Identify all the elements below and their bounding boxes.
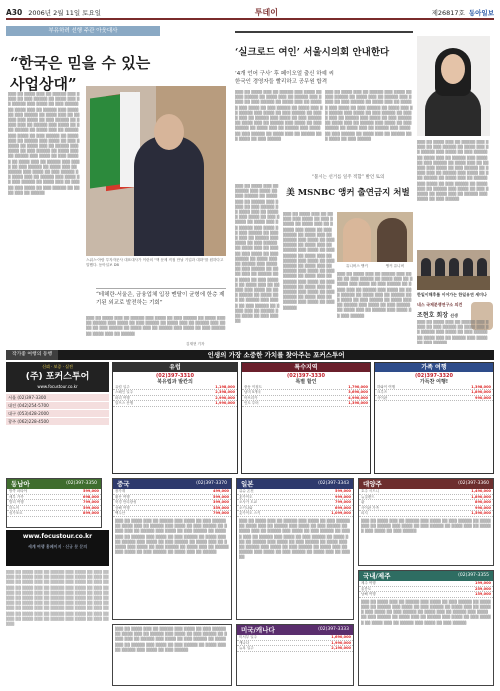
list-item: 발리 여행 799,000 (9, 500, 99, 505)
list-item: 스페인 일주 2,398,000 (115, 390, 235, 395)
region-domestic: 국내/제주 (02)397-3355 제주 여행 199,000 울릉도 259,000 남해 여행 159,000 ▒▒▒ ▒▒ ▒▒▒▒ ▒▒▒ ▒▒ ▒▒▒▒▒ ▒▒▒ ▒▒▒▒ ▒▒ ▒▒▒ ▒▒▒▒▒ ▒▒ ▒▒▒▒ ▒▒▒ ▒▒ ▒▒▒▒▒ ▒▒▒ ▒▒▒▒ ▒▒ ▒▒▒ ▒▒▒▒▒ ▒▒ ▒▒▒▒ ▒▒▒ ▒▒ ▒▒▒▒▒ ▒▒▒ ▒▒▒▒ ▒▒ ▒▒▒ ▒▒▒▒▒ ▒▒ ▒▒▒▒ ▒▒▒ ▒▒ ▒▒▒▒▒ ▒▒▒ ▒▒▒▒ ▒▒ ▒▒▒ ▒▒▒▒▒ ▒▒ ▒▒▒▒ ▒▒▒ ▒▒ ▒▒▒▒▒ ▒▒▒ ▒▒▒▒ ▒▒ ▒▒▒ ▒▒▒▒▒ ▒▒ ▒▒▒▒ ▒▒▒ ▒▒ ▒▒▒▒▒ ▒▒▒ ▒▒▒▒ ▒▒ ▒▒▒ ▒▒▒▒▒ (358, 570, 494, 686)
ad-column-special (241, 362, 371, 474)
ad-column-phone: (02)397-3330 (287, 373, 325, 379)
list-item: 남미 5개국 3,690,000 (244, 390, 368, 395)
list-item: 훗카이도 스키 1,099,000 (239, 511, 351, 516)
list-item: 방콕 파타야 599,000 (9, 489, 99, 493)
ad-column-title: 유럽 (113, 363, 237, 372)
region-japan-fineprint: ▒▒▒ ▒▒ ▒▒▒▒ ▒▒▒ ▒▒ ▒▒▒▒▒ ▒▒▒ ▒▒▒▒ ▒▒ ▒▒▒ ▒▒▒▒▒ ▒▒ ▒▒▒▒ ▒▒▒ ▒▒ ▒▒▒▒▒ ▒▒▒ ▒▒▒▒ ▒▒ ▒▒▒ ▒▒▒▒▒ ▒▒ ▒▒▒▒ ▒▒▒ ▒▒ ▒▒▒▒▒ ▒▒▒ ▒▒▒▒ ▒▒ ▒▒▒ ▒▒▒▒▒ ▒▒ ▒▒▒▒ ▒▒▒ ▒▒ ▒▒▒▒▒ ▒▒▒ ▒▒▒▒ ▒▒ ▒▒▒ ▒▒▒▒▒ ▒▒ ▒▒▒▒ ▒▒▒ ▒▒ ▒▒▒▒▒ ▒▒▒ ▒▒▒▒ ▒▒ ▒▒▒ ▒▒▒▒▒ ▒▒ ▒▒▒▒ ▒▒▒ ▒▒ ▒▒▒▒▒ ▒▒▒ ▒▒▒▒ ▒▒ ▒▒▒ ▒▒▒▒▒ ▒▒ ▒▒▒▒ ▒▒▒ ▒▒ ▒▒▒▒▒ ▒▒▒ ▒▒▒▒ ▒▒ ▒▒▒ ▒▒▒▒▒ ▒▒ ▒▒▒▒ ▒▒▒ ▒▒ ▒▒▒▒▒ (239, 518, 350, 560)
list-item: 오사카 도쿄 799,000 (239, 500, 351, 505)
ambassador-photo (86, 86, 226, 256)
right-article-body-col3: ▒▒▒ ▒▒ ▒▒▒▒ ▒▒▒ ▒▒ ▒▒▒▒▒ ▒▒▒ ▒▒▒▒ ▒▒ ▒▒▒ ▒▒▒▒▒ ▒▒ ▒▒▒▒ ▒▒▒ ▒▒ ▒▒▒▒▒ ▒▒▒ ▒▒▒▒ ▒▒ ▒▒▒ ▒▒▒▒▒ ▒▒ ▒▒▒▒ ▒▒▒ ▒▒ ▒▒▒▒▒ ▒▒▒ ▒▒▒▒ ▒▒ ▒▒▒ ▒▒▒▒▒ ▒▒ ▒▒▒▒ ▒▒▒ ▒▒ ▒▒▒▒▒ ▒▒▒ ▒▒▒▒ ▒▒ ▒▒▒ ▒▒▒▒▒ ▒▒ ▒▒▒▒ ▒▒▒ ▒▒ ▒▒▒▒▒ ▒▒▒ ▒▒▒▒ ▒▒ ▒▒▒ ▒▒▒▒▒ ▒▒ ▒▒▒▒ ▒▒▒ ▒▒ ▒▒▒▒▒ ▒▒▒ ▒▒▒▒ ▒▒ ▒▒▒ ▒▒▒▒▒ ▒▒ ▒▒▒▒ ▒▒▒ ▒▒ ▒▒▒▒▒ ▒▒▒ ▒▒▒▒ ▒▒ ▒▒▒ ▒▒▒▒▒ ▒▒ ▒▒▒▒ ▒▒▒ ▒▒ ▒▒▒▒▒ ▒▒▒ ▒▒▒▒ ▒▒ ▒▒▒ ▒▒▒▒▒ (417, 140, 489, 202)
institute-body: ▒▒▒ ▒▒ ▒▒▒▒ ▒▒▒ ▒▒ ▒▒▒▒▒ ▒▒▒ ▒▒▒▒ ▒▒ ▒▒▒ ▒▒▒▒▒ ▒▒ ▒▒▒▒ ▒▒▒ ▒▒ ▒▒▒▒▒ ▒▒▒ ▒▒▒▒ ▒▒ ▒▒▒ ▒▒▒▒▒ ▒▒ ▒▒▒▒ ▒▒▒ ▒▒ ▒▒▒▒▒ ▒▒▒ ▒▒▒▒ ▒▒ ▒▒▒ ▒▒▒▒▒ (417, 320, 489, 344)
msnbc-body-col2: ▒▒▒ ▒▒ ▒▒▒▒ ▒▒▒ ▒▒ ▒▒▒▒▒ ▒▒▒ ▒▒▒▒ ▒▒ ▒▒▒ ▒▒▒▒▒ ▒▒ ▒▒▒▒ ▒▒▒ ▒▒ ▒▒▒▒▒ ▒▒▒ ▒▒▒▒ ▒▒ ▒▒▒ ▒▒▒▒▒ ▒▒ ▒▒▒▒ ▒▒▒ ▒▒ ▒▒▒▒▒ ▒▒▒ ▒▒▒▒ ▒▒ ▒▒▒ ▒▒▒▒▒ ▒▒ ▒▒▒▒ ▒▒▒ ▒▒ ▒▒▒▒▒ ▒▒▒ ▒▒▒▒ ▒▒ ▒▒▒ ▒▒▒▒▒ ▒▒ ▒▒▒▒ ▒▒▒ ▒▒ ▒▒▒▒▒ ▒▒▒ ▒▒▒▒ ▒▒ ▒▒▒ ▒▒▒▒▒ ▒▒ ▒▒▒▒ ▒▒▒ ▒▒ ▒▒▒▒▒ ▒▒▒ ▒▒▒▒ ▒▒ ▒▒▒ ▒▒▒▒▒ ▒▒ ▒▒▒▒ ▒▒▒ ▒▒ ▒▒▒▒▒ ▒▒▒ ▒▒▒▒ ▒▒ ▒▒▒ ▒▒▒▒▒ ▒▒ ▒▒▒▒ ▒▒▒ ▒▒ ▒▒▒▒▒ ▒▒▒ ▒▒▒▒ ▒▒ ▒▒▒ ▒▒▒▒▒ ▒▒ ▒▒▒▒ ▒▒▒ ▒▒ ▒▒▒▒▒ ▒▒▒ ▒▒▒▒ ▒▒ ▒▒▒ ▒▒▒▒▒ (283, 212, 335, 310)
msnbc-kicker: “불시는 선거를 일주 적합” 발언 토의 (311, 175, 385, 180)
list-item: 장가계 499,000 (115, 489, 229, 493)
ad-column-title: 특수지역 (242, 363, 370, 372)
region-oceania-fineprint: ▒▒▒ ▒▒ ▒▒▒▒ ▒▒▒ ▒▒ ▒▒▒▒▒ ▒▒▒ ▒▒▒▒ ▒▒ ▒▒▒ ▒▒▒▒▒ ▒▒ ▒▒▒▒ ▒▒▒ ▒▒ ▒▒▒▒▒ ▒▒▒ ▒▒▒▒ ▒▒ ▒▒▒ ▒▒▒▒▒ ▒▒ ▒▒▒▒ ▒▒▒ ▒▒ ▒▒▒▒▒ ▒▒▒ ▒▒▒▒ ▒▒ ▒▒▒ ▒▒▒▒▒ (361, 518, 491, 534)
list-item: 피지 1,590,000 (361, 511, 491, 516)
issue-date: 2006년 2월 11일 토요일 (28, 8, 102, 17)
ad-column-europe (112, 362, 238, 474)
list-item: 뉴질랜드 1,890,000 (361, 494, 491, 499)
page-number: A30 (6, 7, 23, 17)
left-byline: 김재현 기자 (186, 342, 205, 346)
photo-caption: 스위스·아랍 투자자문사 대표대사가 이란의 "핵 문제 직접 만날 기업과 대화"를 원하다고 말했다. 동아일보 DB (86, 258, 224, 267)
list-item: 오키나와 699,000 (239, 505, 351, 510)
anchor-names: 유니버스 앵커 앵커 유니버 (345, 264, 405, 268)
list-item: 제주 여행 199,000 (361, 581, 491, 585)
list-item: 파리 여행 2,990,000 (115, 395, 235, 400)
issue-number: 제26817호 (431, 8, 465, 17)
section-title: 투데이 (254, 7, 278, 17)
list-item: 미서부 일주 1,690,000 (239, 635, 351, 639)
seminar-photo (417, 250, 490, 290)
list-item: 하노이 599,000 (9, 505, 99, 510)
list-item: 호주 시드니 1,490,000 (361, 489, 491, 493)
list-item: 세부 가족 698,000 (9, 494, 99, 499)
list-item: 인도 투어 1,390,000 (244, 401, 368, 406)
website-sub: 세계 여행 홈페이지 · 신규 분 문의 (27, 544, 88, 549)
list-item: 남해 여행 159,000 (361, 592, 491, 597)
list-item: 유럽 일주 1,198,000 (115, 384, 235, 389)
region-misc-china-bottom: ▒▒▒ ▒▒ ▒▒▒▒ ▒▒▒ ▒▒ ▒▒▒▒▒ ▒▒▒ ▒▒▒▒ ▒▒ ▒▒▒ ▒▒▒▒▒ ▒▒ ▒▒▒▒ ▒▒▒ ▒▒ ▒▒▒▒▒ ▒▒▒ ▒▒▒▒ ▒▒ ▒▒▒ ▒▒▒▒▒ ▒▒ ▒▒▒▒ ▒▒▒ ▒▒ ▒▒▒▒▒ ▒▒▒ ▒▒▒▒ ▒▒ ▒▒▒ ▒▒▒▒▒ ▒▒ ▒▒▒▒ ▒▒▒ ▒▒ ▒▒▒▒▒ ▒▒▒ ▒▒▒▒ ▒▒ ▒▒▒ ▒▒▒▒▒ ▒▒ ▒▒▒▒ ▒▒▒ ▒▒ ▒▒▒▒▒ ▒▒▒ ▒▒▒▒ ▒▒ ▒▒▒ ▒▒▒▒▒ (112, 624, 232, 686)
ad-header-strip (6, 350, 494, 360)
left-article-body-col1: ▒▒▒ ▒▒ ▒▒▒▒ ▒▒▒ ▒▒ ▒▒▒▒▒ ▒▒▒ ▒▒▒▒ ▒▒ ▒▒▒ ▒▒▒▒▒ ▒▒ ▒▒▒▒ ▒▒▒ ▒▒ ▒▒▒▒▒ ▒▒▒ ▒▒▒▒ ▒▒ ▒▒▒ ▒▒▒▒▒ ▒▒ ▒▒▒▒ ▒▒▒ ▒▒ ▒▒▒▒▒ ▒▒▒ ▒▒▒▒ ▒▒ ▒▒▒ ▒▒▒▒▒ ▒▒ ▒▒▒▒ ▒▒▒ ▒▒ ▒▒▒▒▒ ▒▒▒ ▒▒▒▒ ▒▒ ▒▒▒ ▒▒▒▒▒ ▒▒ ▒▒▒▒ ▒▒▒ ▒▒ ▒▒▒▒▒ ▒▒▒ ▒▒▒▒ ▒▒ ▒▒▒ ▒▒▒▒▒ ▒▒ ▒▒▒▒ ▒▒▒ ▒▒ ▒▒▒▒▒ ▒▒▒ ▒▒▒▒ ▒▒ ▒▒▒ ▒▒▒▒▒ ▒▒ ▒▒▒▒ ▒▒▒ ▒▒ ▒▒▒▒▒ ▒▒▒ ▒▒▒▒ ▒▒ ▒▒▒ ▒▒▒▒▒ ▒▒ ▒▒▒▒ ▒▒▒ ▒▒ ▒▒▒▒▒ ▒▒▒ ▒▒▒▒ ▒▒ ▒▒▒ ▒▒▒▒▒ ▒▒ ▒▒▒▒ ▒▒▒ ▒▒ ▒▒▒▒▒ ▒▒▒ ▒▒▒▒ ▒▒ ▒▒▒ ▒▒▒▒▒ ▒▒ ▒▒▒▒ ▒▒▒ ▒▒ ▒▒▒▒▒ ▒▒▒ ▒▒▒▒ ▒▒ ▒▒▒ ▒▒▒▒▒ ▒▒ ▒▒▒▒ ▒▒▒ ▒▒ ▒▒▒▒▒ ▒▒▒ ▒▒▒▒ ▒▒ ▒▒▒ ▒▒▒▒▒ ▒▒ ▒▒▒▒ ▒▒▒ ▒▒ ▒▒▒▒▒ ▒▒▒ ▒▒▒▒ ▒▒ ▒▒▒ ▒▒▒▒▒ ▒▒ ▒▒▒▒ ▒▒▒ ▒▒ ▒▒▒▒▒ ▒▒▒ ▒▒▒▒ ▒▒ ▒▒▒ ▒▒▒▒▒ ▒▒ ▒▒▒▒ ▒▒▒ ▒▒ ▒▒▒▒▒ (8, 92, 80, 195)
branch-phone: 대구 (053)428-2000 (6, 410, 109, 417)
branch-phone-list (6, 394, 109, 426)
anchors-photo (337, 212, 413, 262)
list-item: 사이판 990,000 (377, 395, 491, 400)
branch-phone: 광주 (062)228-4500 (6, 418, 109, 425)
branch-phone: 서울 (02)397-3300 (6, 394, 109, 401)
region-japan: 일본 (02)397-3343 큐슈 온천 599,000 홋카이도 999,000 오사카 도쿄 799,000 오키나와 699,000 훗카이도 스키 1,099,000 ▒▒▒ ▒▒ ▒▒▒▒ ▒▒▒ ▒▒ ▒▒▒▒▒ ▒▒▒ ▒▒▒▒ ▒▒ ▒▒▒ ▒▒▒▒▒ ▒▒ ▒▒▒▒ ▒▒▒ ▒▒ ▒▒▒▒▒ ▒▒▒ ▒▒▒▒ ▒▒ ▒▒▒ ▒▒▒▒▒ ▒▒ ▒▒▒▒ ▒▒▒ ▒▒ ▒▒▒▒▒ ▒▒▒ ▒▒▒▒ ▒▒ ▒▒▒ ▒▒▒▒▒ ▒▒ ▒▒▒▒ ▒▒▒ ▒▒ ▒▒▒▒▒ ▒▒▒ ▒▒▒▒ ▒▒ ▒▒▒ ▒▒▒▒▒ ▒▒ ▒▒▒▒ ▒▒▒ ▒▒ ▒▒▒▒▒ ▒▒▒ ▒▒▒▒ ▒▒ ▒▒▒ ▒▒▒▒▒ ▒▒ ▒▒▒▒ ▒▒▒ ▒▒ ▒▒▒▒▒ ▒▒▒ ▒▒▒▒ ▒▒ ▒▒▒ ▒▒▒▒▒ ▒▒ ▒▒▒▒ ▒▒▒ ▒▒ ▒▒▒▒▒ ▒▒▒ ▒▒▒▒ ▒▒ ▒▒▒ ▒▒▒▒▒ ▒▒ ▒▒▒▒ ▒▒▒ ▒▒ ▒▒▒▒▒ (236, 478, 354, 620)
institute-person-name: 조현호 회장 선생 (417, 312, 458, 319)
list-item: 뉴욕 일주 2,190,000 (239, 646, 351, 651)
list-item: 괌 890,000 (361, 500, 491, 505)
msnbc-body-col3: ▒▒▒ ▒▒ ▒▒▒▒ ▒▒▒ ▒▒ ▒▒▒▒▒ ▒▒▒ ▒▒▒▒ ▒▒ ▒▒▒ ▒▒▒▒▒ ▒▒ ▒▒▒▒ ▒▒▒ ▒▒ ▒▒▒▒▒ ▒▒▒ ▒▒▒▒ ▒▒ ▒▒▒ ▒▒▒▒▒ ▒▒ ▒▒▒▒ ▒▒▒ ▒▒ ▒▒▒▒▒ ▒▒▒ ▒▒▒▒ ▒▒ ▒▒▒ ▒▒▒▒▒ ▒▒ ▒▒▒▒ ▒▒▒ ▒▒ ▒▒▒▒▒ ▒▒▒ ▒▒▒▒ ▒▒ ▒▒▒ ▒▒▒▒▒ ▒▒ ▒▒▒▒ ▒▒▒ ▒▒ ▒▒▒▒▒ ▒▒▒ ▒▒▒▒ ▒▒ ▒▒▒ ▒▒▒▒▒ ▒▒ ▒▒▒▒ ▒▒▒ ▒▒ ▒▒▒▒▒ ▒▒▒ ▒▒▒▒ ▒▒ ▒▒▒ ▒▒▒▒▒ (337, 272, 413, 318)
newspaper-brand: 동아일보 (468, 8, 494, 17)
masthead (6, 6, 494, 20)
right-article-body-col2: ▒▒▒ ▒▒ ▒▒▒▒ ▒▒▒ ▒▒ ▒▒▒▒▒ ▒▒▒ ▒▒▒▒ ▒▒ ▒▒▒ ▒▒▒▒▒ ▒▒ ▒▒▒▒ ▒▒▒ ▒▒ ▒▒▒▒▒ ▒▒▒ ▒▒▒▒ ▒▒ ▒▒▒ ▒▒▒▒▒ ▒▒ ▒▒▒▒ ▒▒▒ ▒▒ ▒▒▒▒▒ ▒▒▒ ▒▒▒▒ ▒▒ ▒▒▒ ▒▒▒▒▒ ▒▒ ▒▒▒▒ ▒▒▒ ▒▒ ▒▒▒▒▒ ▒▒▒ ▒▒▒▒ ▒▒ ▒▒▒ ▒▒▒▒▒ ▒▒ ▒▒▒▒ ▒▒▒ ▒▒ ▒▒▒▒▒ ▒▒▒ ▒▒▒▒ ▒▒ ▒▒▒ ▒▒▒▒▒ ▒▒ ▒▒▒▒ ▒▒▒ ▒▒ ▒▒▒▒▒ ▒▒▒ ▒▒▒▒ ▒▒ ▒▒▒ ▒▒▒▒▒ ▒▒ ▒▒▒▒ ▒▒▒ ▒▒ ▒▒▒▒▒ ▒▒▒ ▒▒▒▒ ▒▒ ▒▒▒ ▒▒▒▒▒ ▒▒ ▒▒▒▒ ▒▒▒ ▒▒ ▒▒▒▒▒ ▒▒▒ ▒▒▒▒ ▒▒ ▒▒▒ ▒▒▒▒▒ (325, 90, 413, 141)
headline-rule (235, 31, 413, 33)
ad-column-family (374, 362, 494, 474)
ad-column-title: 가족 여행 (375, 363, 493, 372)
ad-column-tagline: 북유럽과 발칸의 (157, 379, 193, 385)
list-item: 홋카이도 999,000 (239, 494, 351, 499)
msnbc-headline: 美 MSNBC 앵커 출연금지 처벌 (286, 188, 410, 198)
list-item: 백두산 799,000 (115, 511, 229, 516)
list-item: 싱가포르 899,000 (9, 511, 99, 516)
msnbc-body-col1: ▒▒▒ ▒▒ ▒▒▒▒ ▒▒▒ ▒▒ ▒▒▒▒▒ ▒▒▒ ▒▒▒▒ ▒▒ ▒▒▒ ▒▒▒▒▒ ▒▒ ▒▒▒▒ ▒▒▒ ▒▒ ▒▒▒▒▒ ▒▒▒ ▒▒▒▒ ▒▒ ▒▒▒ ▒▒▒▒▒ ▒▒ ▒▒▒▒ ▒▒▒ ▒▒ ▒▒▒▒▒ ▒▒▒ ▒▒▒▒ ▒▒ ▒▒▒ ▒▒▒▒▒ ▒▒ ▒▒▒▒ ▒▒▒ ▒▒ ▒▒▒▒▒ ▒▒▒ ▒▒▒▒ ▒▒ ▒▒▒ ▒▒▒▒▒ ▒▒ ▒▒▒▒ ▒▒▒ ▒▒ ▒▒▒▒▒ ▒▒▒ ▒▒▒▒ ▒▒ ▒▒▒ ▒▒▒▒▒ ▒▒ ▒▒▒▒ ▒▒▒ ▒▒ ▒▒▒▒▒ ▒▒▒ ▒▒▒▒ ▒▒ ▒▒▒ ▒▒▒▒▒ ▒▒ ▒▒▒▒ ▒▒▒ ▒▒ ▒▒▒▒▒ ▒▒▒ ▒▒▒▒ ▒▒ ▒▒▒ ▒▒▒▒▒ ▒▒ ▒▒▒▒ ▒▒▒ ▒▒ ▒▒▒▒▒ ▒▒▒ ▒▒▒▒ ▒▒ ▒▒▒ ▒▒▒▒▒ ▒▒ ▒▒▒▒ ▒▒▒ ▒▒ ▒▒▒▒▒ ▒▒▒ ▒▒▒▒ ▒▒ ▒▒▒ ▒▒▒▒▒ ▒▒ ▒▒▒▒ ▒▒▒ ▒▒ ▒▒▒▒▒ ▒▒▒ ▒▒▒▒ ▒▒ ▒▒▒ ▒▒▒▒▒ ▒▒ ▒▒▒▒ ▒▒▒ ▒▒ ▒▒▒▒▒ ▒▒▒ ▒▒▒▒ ▒▒ ▒▒▒ ▒▒▒▒▒ (235, 184, 280, 324)
region-oceania: 대양주 (02)397-3360 호주 시드니 1,490,000 뉴질랜드 1,890,000 괌 890,000 사이판 가족 990,000 피지 1,590,000 ▒▒▒ ▒▒ ▒▒▒▒ ▒▒▒ ▒▒ ▒▒▒▒▒ ▒▒▒ ▒▒▒▒ ▒▒ ▒▒▒ ▒▒▒▒▒ ▒▒ ▒▒▒▒ ▒▒▒ ▒▒ ▒▒▒▒▒ ▒▒▒ ▒▒▒▒ ▒▒ ▒▒▒ ▒▒▒▒▒ ▒▒ ▒▒▒▒ ▒▒▒ ▒▒ ▒▒▒▒▒ ▒▒▒ ▒▒▒▒ ▒▒ ▒▒▒ ▒▒▒▒▒ (358, 478, 494, 566)
region-china: 중국 (02)397-3370 장가계 499,000 황산 여행 599,000 북경 만리장성 399,000 상해 여행 359,000 백두산 799,000 ▒▒▒ ▒▒ ▒▒▒▒ ▒▒▒ ▒▒ ▒▒▒▒▒ ▒▒▒ ▒▒▒▒ ▒▒ ▒▒▒ ▒▒▒▒▒ ▒▒ ▒▒▒▒ ▒▒▒ ▒▒ ▒▒▒▒▒ ▒▒▒ ▒▒▒▒ ▒▒ ▒▒▒ ▒▒▒▒▒ ▒▒ ▒▒▒▒ ▒▒▒ ▒▒ ▒▒▒▒▒ ▒▒▒ ▒▒▒▒ ▒▒ ▒▒▒ ▒▒▒▒▒ ▒▒ ▒▒▒▒ ▒▒▒ ▒▒ ▒▒▒▒▒ ▒▒▒ ▒▒▒▒ ▒▒ ▒▒▒ ▒▒▒▒▒ ▒▒ ▒▒▒▒ ▒▒▒ ▒▒ ▒▒▒▒▒ ▒▒▒ ▒▒▒▒ ▒▒ ▒▒▒ ▒▒▒▒▒ ▒▒ ▒▒▒▒ ▒▒▒ ▒▒ ▒▒▒▒▒ ▒▒▒ ▒▒▒▒ ▒▒ ▒▒▒ ▒▒▒▒▒ ▒▒ ▒▒▒▒ ▒▒▒ ▒▒ ▒▒▒▒▒ ▒▒▒ ▒▒▒▒ ▒▒ ▒▒▒ ▒▒▒▒▒ ▒▒ ▒▒▒▒ ▒▒▒ ▒▒ ▒▒▒▒▒ (112, 478, 232, 620)
right-article-subheads: ‘4개 언어 구사’ 후 페이오얼 출신 하예 씨 한국인 경영자들 빨리하고 공무원 합격 (235, 71, 334, 85)
left-article-headline: “한국은 믿을 수 있는 사업상대” (10, 54, 151, 93)
list-item: 캐나다 1,990,000 (239, 640, 351, 645)
list-item: 울릉도 259,000 (361, 586, 491, 591)
focustour-logo[interactable]: 신뢰 · 보증 · 실전 (주) 포커스투어 www.focustour.co.kr (6, 362, 109, 392)
ad-column-tagline: 특별 할인 (295, 379, 317, 385)
left-article-body-col2: ▒▒▒ ▒▒ ▒▒▒▒ ▒▒▒ ▒▒ ▒▒▒▒▒ ▒▒▒ ▒▒▒▒ ▒▒ ▒▒▒ ▒▒▒▒▒ ▒▒ ▒▒▒▒ ▒▒▒ ▒▒ ▒▒▒▒▒ ▒▒▒ ▒▒▒▒ ▒▒ ▒▒▒ ▒▒▒▒▒ ▒▒ ▒▒▒▒ ▒▒▒ ▒▒ ▒▒▒▒▒ ▒▒▒ ▒▒▒▒ ▒▒ ▒▒▒ ▒▒▒▒▒ ▒▒ ▒▒▒▒ ▒▒▒ ▒▒ ▒▒▒▒▒ ▒▒▒ ▒▒▒▒ ▒▒ ▒▒▒ ▒▒▒▒▒ ▒▒ ▒▒▒▒ ▒▒▒ ▒▒ ▒▒▒▒▒ (86, 316, 226, 336)
list-item: 하와이 여행 1,398,000 (377, 384, 491, 389)
list-item: 아프리카 4,990,000 (244, 395, 368, 400)
list-item: 황산 여행 599,000 (115, 494, 229, 499)
right-article-headline: ‘실크로드 여인’ 서울시의회 안내한다 (235, 47, 390, 58)
website-url: www.focustour.co.kr (22, 533, 93, 540)
woman-portrait-photo (417, 36, 490, 136)
list-item: 알프스 산행 1,990,000 (115, 401, 235, 406)
website-box[interactable] (6, 530, 109, 566)
right-article (235, 26, 494, 346)
ad-column-phone: (02)397-3310 (156, 373, 194, 379)
region-southeast-asia: 동남아 (02)397-3350 방콕 파타야 599,000 세부 가족 698,000 발리 여행 799,000 하노이 599,000 싱가포르 899,000 (6, 478, 102, 528)
list-item: 큐슈 온천 599,000 (239, 489, 351, 493)
ad-column-phone: (02)397-3320 (415, 373, 453, 379)
list-item: 크루즈 1,890,000 (377, 390, 491, 395)
left-ad-fineprint: ▒▒▒ ▒▒ ▒▒▒▒ ▒▒▒ ▒▒ ▒▒▒▒▒ ▒▒▒ ▒▒▒▒ ▒▒ ▒▒▒ ▒▒▒▒▒ ▒▒ ▒▒▒▒ ▒▒▒ ▒▒ ▒▒▒▒▒ ▒▒▒ ▒▒▒▒ ▒▒ ▒▒▒ ▒▒▒▒▒ ▒▒ ▒▒▒▒ ▒▒▒ ▒▒ ▒▒▒▒▒ ▒▒▒ ▒▒▒▒ ▒▒ ▒▒▒ ▒▒▒▒▒ ▒▒ ▒▒▒▒ ▒▒▒ ▒▒ ▒▒▒▒▒ ▒▒▒ ▒▒▒▒ ▒▒ ▒▒▒ ▒▒▒▒▒ ▒▒ ▒▒▒▒ ▒▒▒ ▒▒ ▒▒▒▒▒ ▒▒▒ ▒▒▒▒ ▒▒ ▒▒▒ ▒▒▒▒▒ ▒▒ ▒▒▒▒ ▒▒▒ ▒▒ ▒▒▒▒▒ ▒▒▒ ▒▒▒▒ ▒▒ ▒▒▒ ▒▒▒▒▒ ▒▒ ▒▒▒▒ ▒▒▒ ▒▒ ▒▒▒▒▒ ▒▒▒ ▒▒▒▒ ▒▒ ▒▒▒ ▒▒▒▒▒ ▒▒ ▒▒▒▒ ▒▒▒ ▒▒ ▒▒▒▒▒ ▒▒▒ ▒▒▒▒ ▒▒ ▒▒▒ ▒▒▒▒▒ ▒▒ ▒▒▒▒ ▒▒▒ ▒▒ ▒▒▒▒▒ ▒▒▒ ▒▒▒▒ ▒▒ ▒▒▒ ▒▒▒▒▒ ▒▒ ▒▒▒▒ ▒▒▒ ▒▒ ▒▒▒▒▒ ▒▒▒ ▒▒▒▒ ▒▒ ▒▒▒ ▒▒▒▒▒ (6, 570, 109, 627)
left-article-banner: 부유하려 선행 주관 아웃대사 (6, 26, 160, 36)
list-item: 사이판 가족 990,000 (361, 505, 491, 510)
seminar-headline: 한일이해후를 이어가는 한일유연 세미나 (417, 292, 487, 297)
branch-phone: 대전 (042)254-5700 (6, 402, 109, 409)
list-item: 상해 여행 359,000 (115, 505, 229, 510)
region-china-fineprint: ▒▒▒ ▒▒ ▒▒▒▒ ▒▒▒ ▒▒ ▒▒▒▒▒ ▒▒▒ ▒▒▒▒ ▒▒ ▒▒▒ ▒▒▒▒▒ ▒▒ ▒▒▒▒ ▒▒▒ ▒▒ ▒▒▒▒▒ ▒▒▒ ▒▒▒▒ ▒▒ ▒▒▒ ▒▒▒▒▒ ▒▒ ▒▒▒▒ ▒▒▒ ▒▒ ▒▒▒▒▒ ▒▒▒ ▒▒▒▒ ▒▒ ▒▒▒ ▒▒▒▒▒ ▒▒ ▒▒▒▒ ▒▒▒ ▒▒ ▒▒▒▒▒ ▒▒▒ ▒▒▒▒ ▒▒ ▒▒▒ ▒▒▒▒▒ ▒▒ ▒▒▒▒ ▒▒▒ ▒▒ ▒▒▒▒▒ ▒▒▒ ▒▒▒▒ ▒▒ ▒▒▒ ▒▒▒▒▒ ▒▒ ▒▒▒▒ ▒▒▒ ▒▒ ▒▒▒▒▒ ▒▒▒ ▒▒▒▒ ▒▒ ▒▒▒ ▒▒▒▒▒ ▒▒ ▒▒▒▒ ▒▒▒ ▒▒ ▒▒▒▒▒ ▒▒▒ ▒▒▒▒ ▒▒ ▒▒▒ ▒▒▒▒▒ ▒▒ ▒▒▒▒ ▒▒▒ ▒▒ ▒▒▒▒▒ (115, 518, 229, 555)
list-item: 북경 만리장성 399,000 (115, 500, 229, 505)
list-item: 중동 이집트 1,790,000 (244, 384, 368, 389)
left-article (6, 26, 231, 346)
ad-topic: 작가좋 여행의 동행 (6, 350, 58, 360)
pull-quote: “테헤란-서울은, 금융업체 입장 멘탈이 균형에 한층 제기된 외교로 발전하는 기회” (96, 288, 226, 307)
ad-slogan: 인생의 가장 소중한 가치를 찾아주는 포커스투어 (58, 350, 494, 360)
ad-column-tagline: 가득찬 여행! (419, 379, 449, 385)
institute-headline: 네스 국제분쟁연구소 의견 (417, 302, 463, 307)
region-americas: 미국/캐나다 (02)397-3333 미서부 일주 1,690,000 캐나다 1,990,000 뉴욕 일주 2,190,000 (236, 624, 354, 686)
right-article-body-col1: ▒▒▒ ▒▒ ▒▒▒▒ ▒▒▒ ▒▒ ▒▒▒▒▒ ▒▒▒ ▒▒▒▒ ▒▒ ▒▒▒ ▒▒▒▒▒ ▒▒ ▒▒▒▒ ▒▒▒ ▒▒ ▒▒▒▒▒ ▒▒▒ ▒▒▒▒ ▒▒ ▒▒▒ ▒▒▒▒▒ ▒▒ ▒▒▒▒ ▒▒▒ ▒▒ ▒▒▒▒▒ ▒▒▒ ▒▒▒▒ ▒▒ ▒▒▒ ▒▒▒▒▒ ▒▒ ▒▒▒▒ ▒▒▒ ▒▒ ▒▒▒▒▒ ▒▒▒ ▒▒▒▒ ▒▒ ▒▒▒ ▒▒▒▒▒ ▒▒ ▒▒▒▒ ▒▒▒ ▒▒ ▒▒▒▒▒ ▒▒▒ ▒▒▒▒ ▒▒ ▒▒▒ ▒▒▒▒▒ ▒▒ ▒▒▒▒ ▒▒▒ ▒▒ ▒▒▒▒▒ ▒▒▒ ▒▒▒▒ ▒▒ ▒▒▒ ▒▒▒▒▒ ▒▒ ▒▒▒▒ ▒▒▒ ▒▒ ▒▒▒▒▒ ▒▒▒ ▒▒▒▒ ▒▒ ▒▒▒ ▒▒▒▒▒ ▒▒ ▒▒▒▒ ▒▒▒ ▒▒ ▒▒▒▒▒ ▒▒▒ ▒▒▒▒ ▒▒ ▒▒▒ ▒▒▒▒▒ (235, 90, 323, 141)
